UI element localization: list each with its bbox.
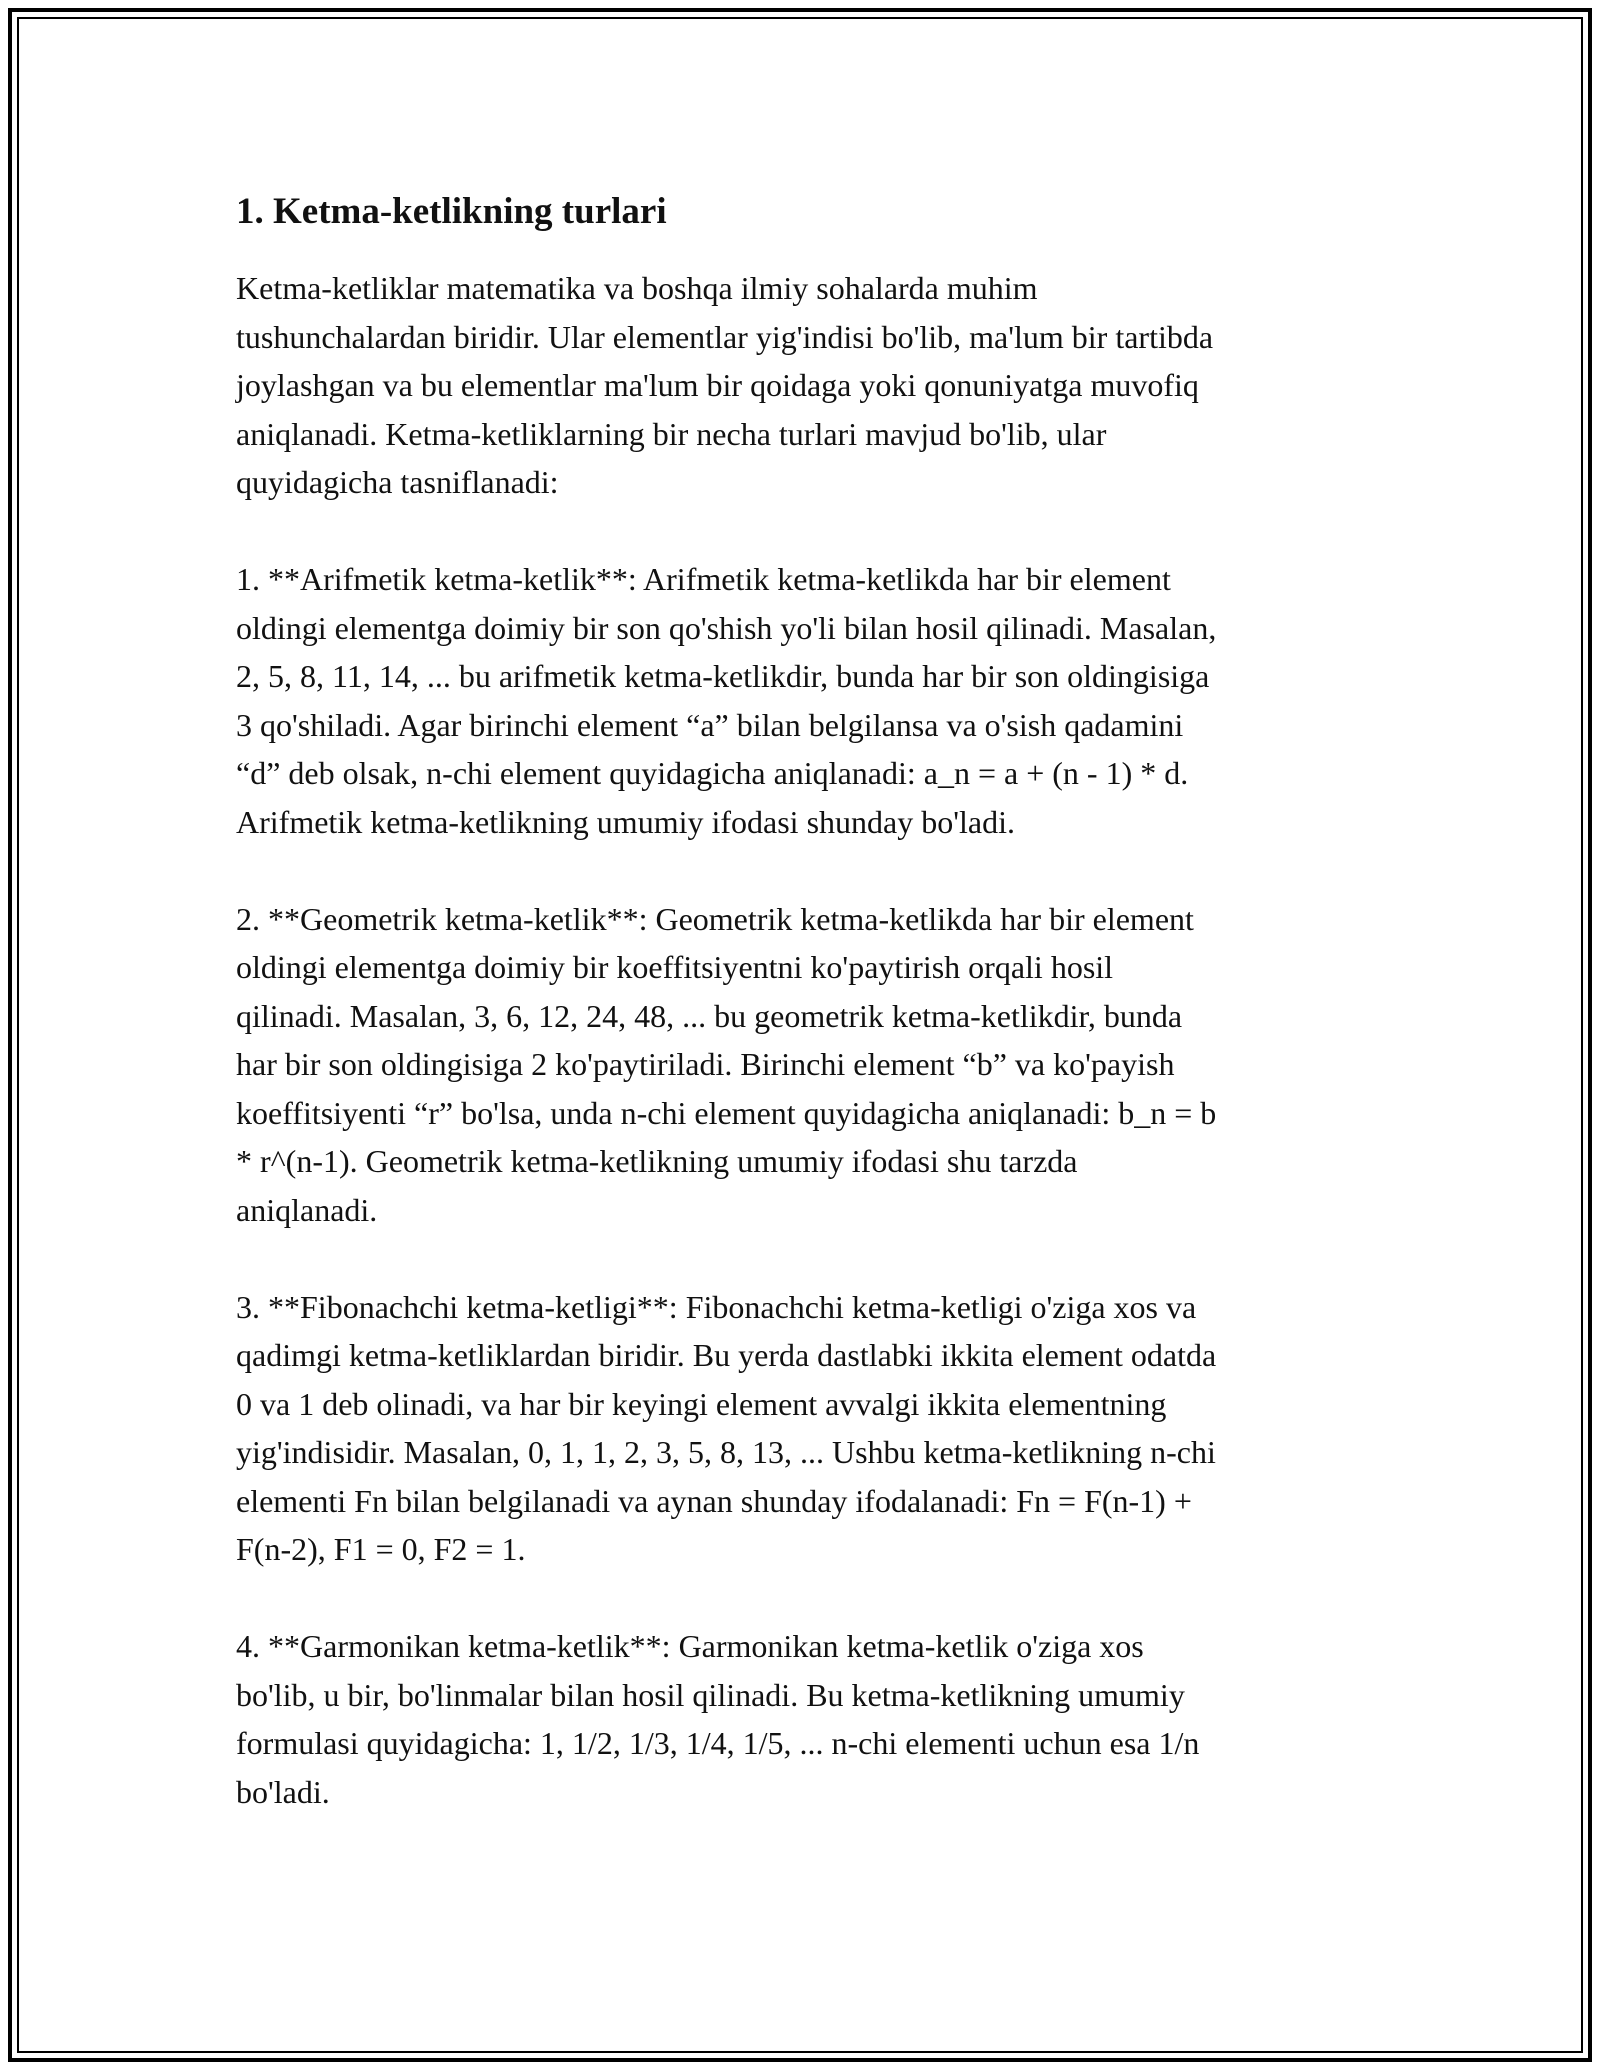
fibonacci-sequence-paragraph: 3. **Fibonachchi ketma-ketligi**: Fibonachchi ketma-ketligi o'ziga xos va qadimgi ketma-ketliklardan biridir. Bu yerda dastlabki ikkita element odatda 0 va 1 deb olinadi, va har bir keyingi element avvalgi ikkita elementning yig'indisidir. Masalan, 0, 1, 1, 2, 3, 5, 8, 13, ... Ushbu ketma-ketlikning n-chi elementi Fn bilan belgilanadi va aynan shunday ifodalanadi: Fn = F(n-1) + F(n-2), F1 = 0, F2 = 1. (236, 1288, 1217, 1567)
arithmetic-sequence-paragraph: 1. **Arifmetik ketma-ketlik**: Arifmetik ketma-ketlikda har bir element oldingi elementga doimiy bir son qo'shish yo'li bilan hosil qilinadi. Masalan, 2, 5, 8, 11, 14, ... bu arifmetik ketma-ketlikdir, bunda har bir son oldingisiga 3 qo'shiladi. Agar birinchi element “a” bilan belgilansa va o'sish qadamini “d” deb olsak, n-chi element quyidagicha aniqlanadi: a_n = a + (n - 1) * d. Arifmetik ketma-ketlikning umumiy ifodasi shunday bo'ladi. (236, 561, 1217, 840)
section-heading: 1. Ketma-ketlikning turlari (236, 191, 667, 232)
document-body (236, 188, 1366, 1865)
geometric-sequence-paragraph: 2. **Geometrik ketma-ketlik**: Geometrik ketma-ketlikda har bir element oldingi elementga doimiy bir koeffitsiyentni ko'paytirish orqali hosil qilinadi. Masalan, 3, 6, 12, 24, 48, ... bu geometrik ketma-ketlikdir, bunda har bir son oldingisiga 2 ko'paytiriladi. Birinchi element “b” va ko'payish koeffitsiyenti “r” bo'lsa, unda n-chi element quyidagicha aniqlanadi: b_n = b * r^(n-1). Geometrik ketma-ketlikning umumiy ifodasi shu tarzda aniqlanadi. (236, 900, 1217, 1228)
harmonic-sequence-paragraph: 4. **Garmonikan ketma-ketlik**: Garmonikan ketma-ketlik o'ziga xos bo'lib, u bir, bo'linmalar bilan hosil qilinadi. Bu ketma-ketlikning umumiy formulasi quyidagicha: 1, 1/2, 1/3, 1/4, 1/5, ... n-chi elementi uchun esa 1/n bo'ladi. (236, 1628, 1200, 1810)
intro-paragraph: Ketma-ketliklar matematika va boshqa ilmiy sohalarda muhim tushunchalardan biridir. Ular elementlar yig'indisi bo'lib, ma'lum bir tartibda joylashgan va bu elementlar ma'lum bir qoidaga yoki qonuniyatga muvofiq aniqlanadi. Ketma-ketliklarning bir necha turlari mavjud bo'lib, ular quyidagicha tasniflanadi: (236, 270, 1214, 500)
